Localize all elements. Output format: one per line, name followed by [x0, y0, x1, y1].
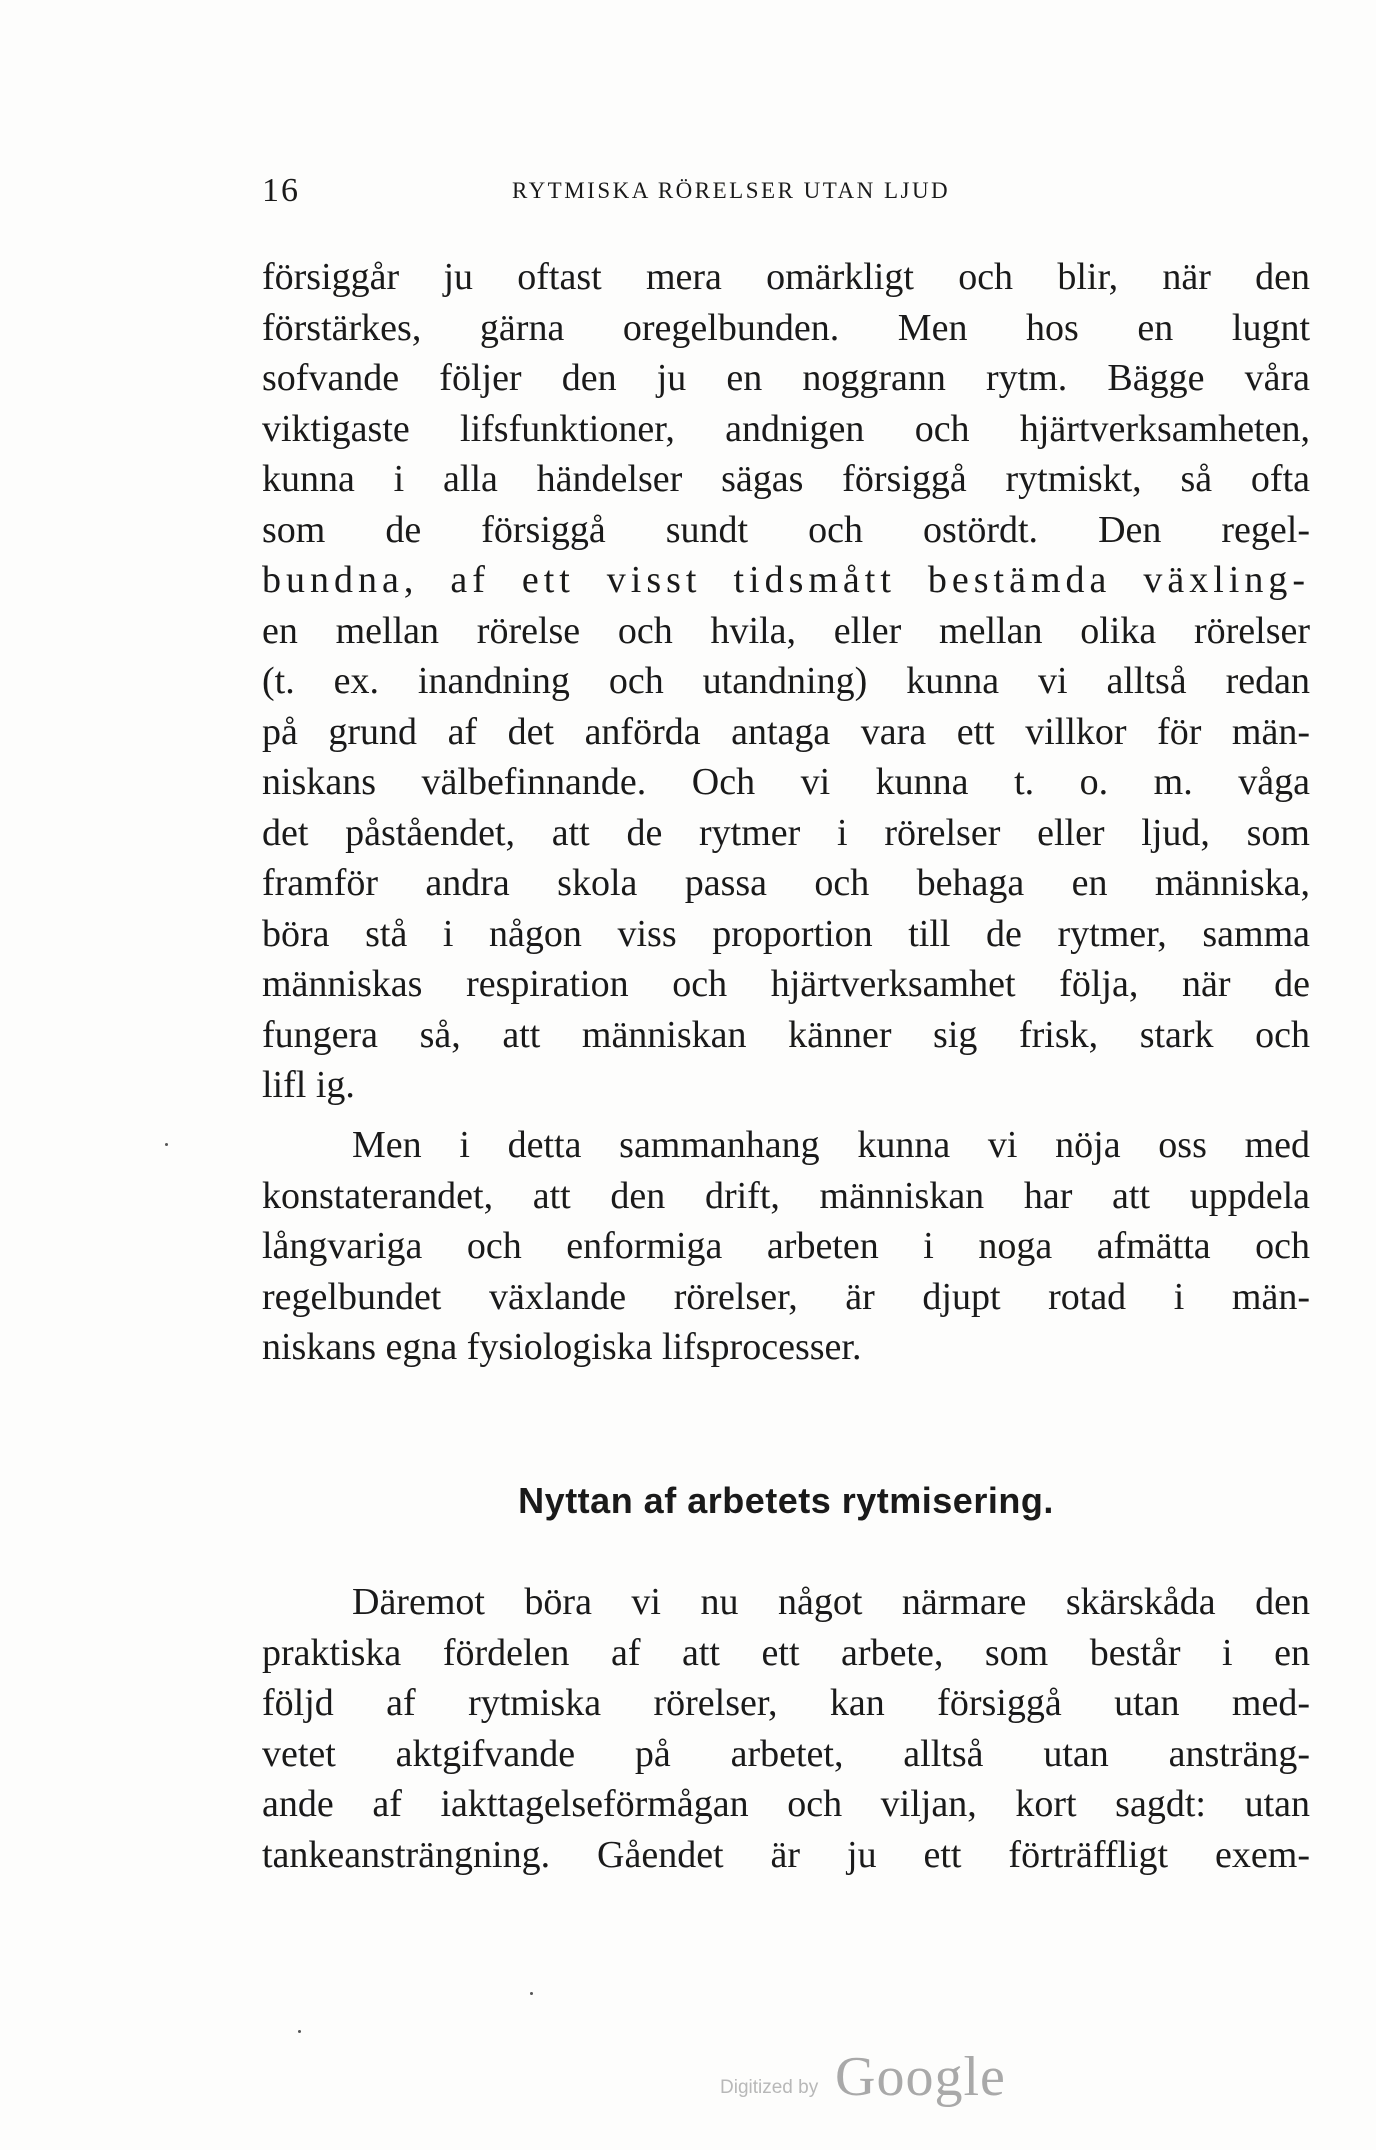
text-line: Men i detta sammanhang kunna vi nöja oss med [352, 1124, 1310, 1166]
text-line: vetet aktgifvande på arbetet, alltså utan ansträng- [262, 1732, 1310, 1775]
digitization-watermark [710, 2045, 1010, 2115]
digitized-by-label: Digitized by [720, 2077, 819, 2098]
text-line: människas respiration och hjärtverksamhet följa, när de [262, 963, 1310, 1005]
print-speck [530, 1992, 533, 1995]
text-line: försiggår ju oftast mera omärkligt och blir, när den [262, 256, 1310, 298]
running-title: RYTMISKA RÖRELSER UTAN LJUD [512, 178, 951, 203]
text-line: tankeansträngning. Gåendet är ju ett förträffligt exem- [262, 1833, 1310, 1876]
text-line: det påståendet, att de rytmer i rörelser eller ljud, som [262, 811, 1310, 854]
paragraph-2 [262, 1120, 1310, 1373]
text-line: niskans välbefinnande. Och vi kunna t. o. m. våga [262, 761, 1310, 803]
running-head [262, 172, 1312, 212]
paragraph-1 [262, 252, 1310, 1111]
print-speck [298, 2030, 301, 2033]
text-line: långvariga och enformiga arbeten i noga afmätta och [262, 1225, 1310, 1267]
text-line: (t. ex. inandning och utandning) kunna vi alltså redan [262, 660, 1310, 702]
text-line: böra stå i någon viss proportion till de rytmer, samma [262, 912, 1310, 955]
text-line: niskans egna fysiologiska lifsprocesser. [262, 1326, 862, 1368]
text-line: följd af rytmiska rörelser, kan försiggå utan med- [262, 1682, 1310, 1724]
text-line: viktigaste lifsfunktioner, andnigen och hjärtverksamheten, [262, 407, 1310, 450]
print-speck [165, 1143, 168, 1146]
text-line: på grund af det anförda antaga vara ett villkor för män- [262, 710, 1310, 753]
section-heading: Nyttan af arbetets rytmisering. [518, 1480, 1054, 1521]
text-line: sofvande följer den ju en noggrann rytm. Bägge våra [262, 357, 1310, 399]
text-line: framför andra skola passa och behaga en människa, [262, 862, 1310, 904]
text-line: konstaterandet, att den drift, människan har att uppdela [262, 1174, 1310, 1217]
paragraph-3 [262, 1577, 1310, 1880]
text-line: kunna i alla händelser sägas försiggå rytmiskt, så ofta [262, 458, 1310, 500]
text-line: bundna, af ett visst tidsmått bestämda växling- [262, 559, 1310, 601]
text-line: ande af iakttagelseförmågan och viljan, kort sagdt: utan [262, 1783, 1310, 1825]
text-line: regelbundet växlande rörelser, är djupt rotad i män- [262, 1275, 1310, 1318]
text-line: lifl ig. [262, 1064, 355, 1106]
text-line: Däremot böra vi nu något närmare skärskåda den [352, 1581, 1310, 1623]
google-logo: Google [835, 2046, 1006, 2108]
text-line: fungera så, att människan känner sig frisk, stark och [262, 1013, 1310, 1056]
text-line: praktiska fördelen af att ett arbete, som består i en [262, 1631, 1310, 1674]
text-line: en mellan rörelse och hvila, eller mellan olika rörelser [262, 609, 1310, 652]
page-number: 16 [262, 172, 300, 209]
text-line: som de försiggå sundt och ostördt. Den regel- [262, 508, 1310, 551]
text-line: förstärkes, gärna oregelbunden. Men hos en lugnt [262, 306, 1310, 349]
